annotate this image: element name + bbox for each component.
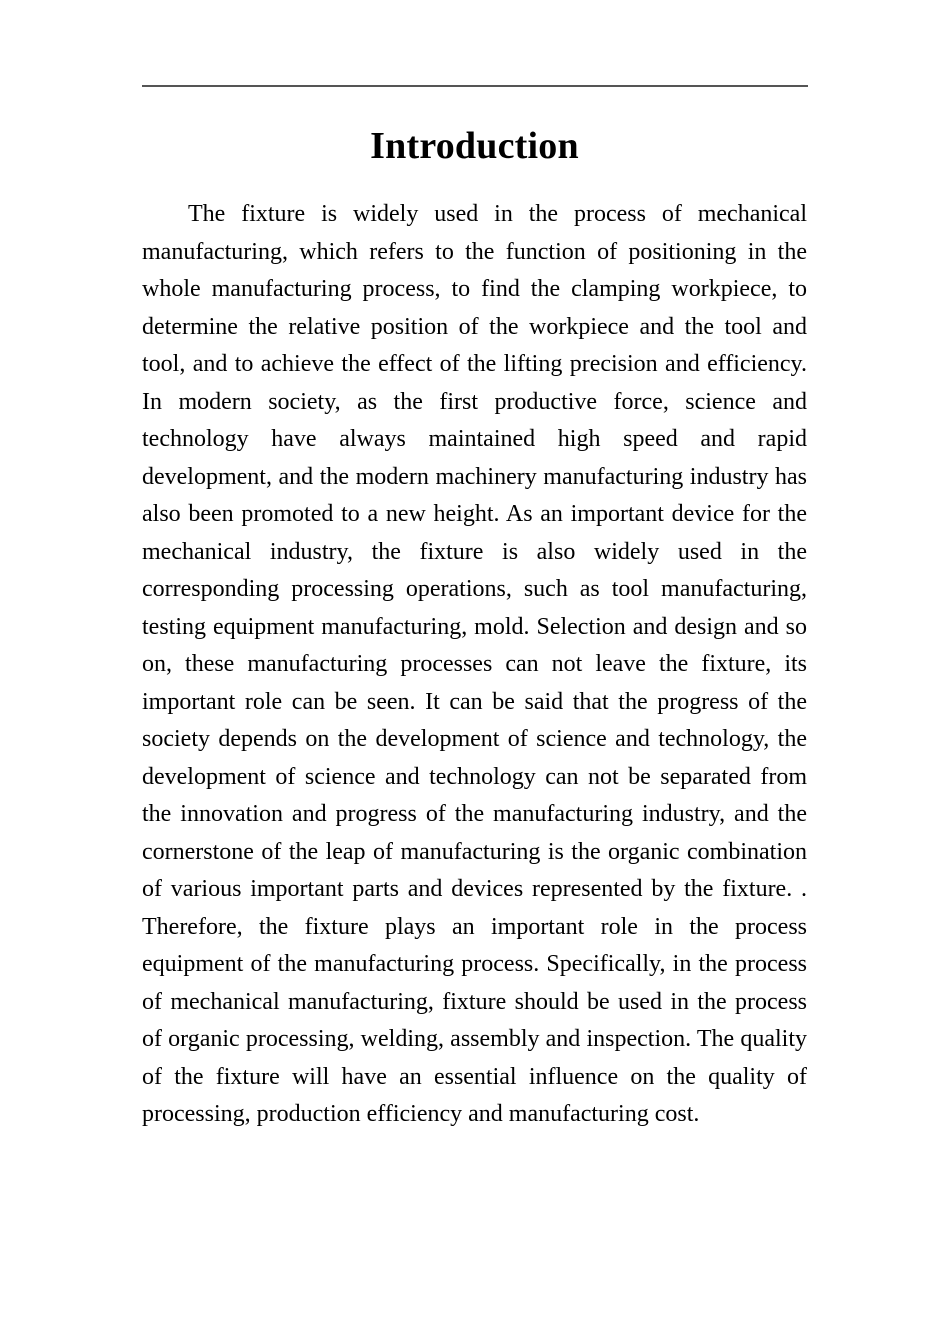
header-divider-rule bbox=[142, 85, 808, 87]
body-text-block bbox=[142, 196, 807, 1134]
page-title: Introduction bbox=[370, 125, 579, 167]
introduction-paragraph: The fixture is widely used in the process of mechanical manufacturing, which refers to the function of positioning in the whole manufacturing process, to find the clamping workpiece, to determine the relative position of the workpiece and the tool and tool, and to achieve the effect of the lifting precision and efficiency. In modern society, as the first productive force, science and technology have always maintained high speed and rapid development, and the modern machinery manufacturing industry has also been promoted to a new height. As an important device for the mechanical industry, the fixture is also widely used in the corresponding processing operations, such as tool manufacturing, testing equipment manufacturing, mold. Selection and design and so on, these manufacturing processes can not leave the fixture, its important role can be seen. It can be said that the progress of the society depends on the development of science and technology, the development of science and technology can not be separated from the innovation and progress of the manufacturing industry, and the cornerstone of the leap of manufacturing is the organic combination of various important parts and devices represented by the fixture. . Therefore, the fixture plays an important role in the process equipment of the manufacturing process. Specifically, in the process of mechanical manufacturing, fixture should be used in the process of organic processing, welding, assembly and inspection. The quality of the fixture will have an essential influence on the quality of processing, production efficiency and manufacturing cost. bbox=[142, 201, 807, 1127]
